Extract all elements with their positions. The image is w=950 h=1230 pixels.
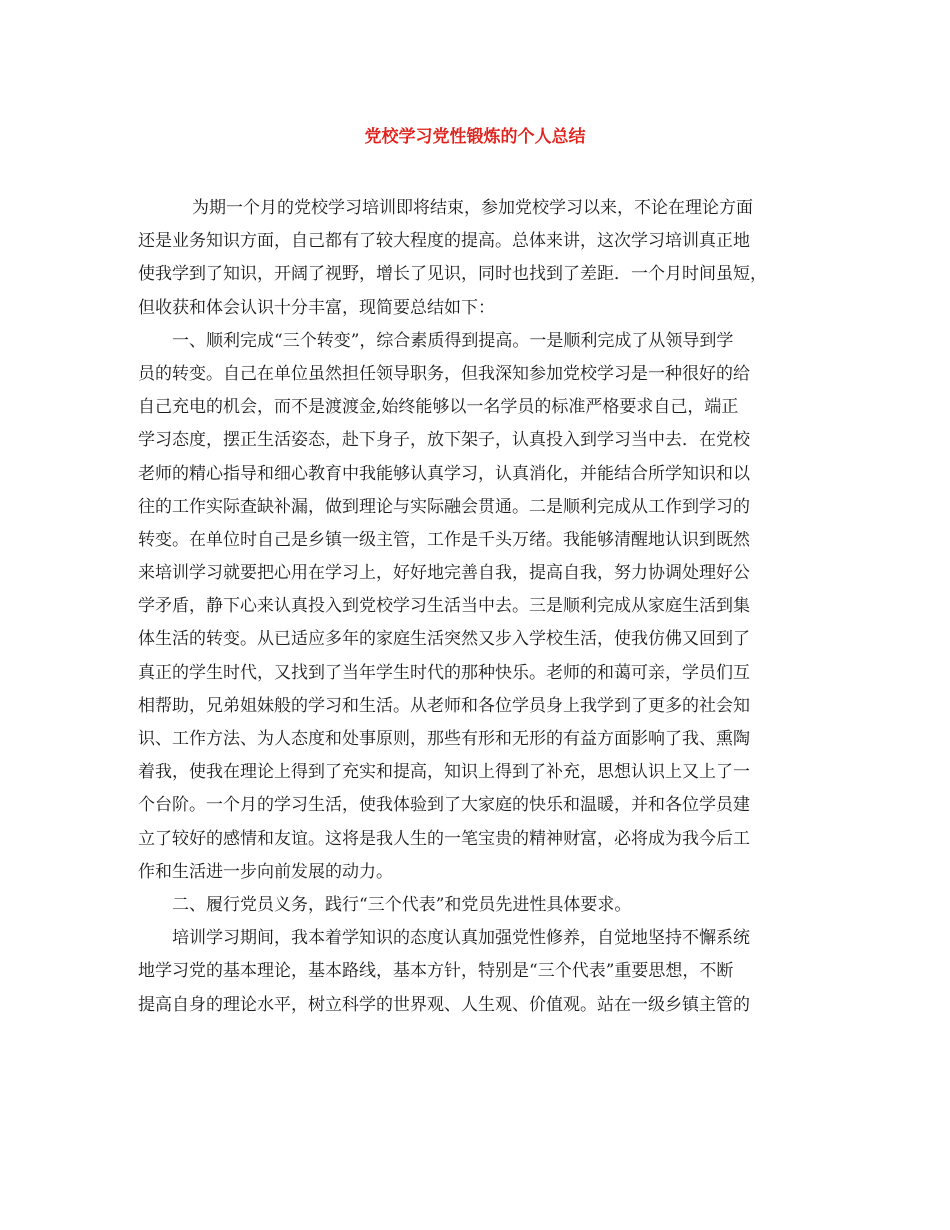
section-heading-line: 二、履行党员义务，践行“三个代表”和党员先进性具体要求。 xyxy=(172,894,632,915)
paragraph-line: 来培训学习就要把心用在学习上，好好地完善自我，提高自我，努力协调处理好公 xyxy=(138,563,750,584)
paragraph-line: 个台阶。一个月的学习生活，使我体验到了大家庭的快乐和温暖，并和各位学员建 xyxy=(138,795,750,816)
document-title: 党校学习党性锻炼的个人总结 xyxy=(364,127,586,147)
paragraph-line: 学习态度，摆正生活姿态，赴下身子，放下架子，认真投入到学习当中去．在党校 xyxy=(138,430,750,451)
paragraph-line: 相帮助，兄弟姐妹般的学习和生活。从老师和各位学员身上我学到了更多的社会知 xyxy=(138,695,750,716)
paragraph-line: 立了较好的感情和友谊。这将是我人生的一笔宝贵的精神财富，必将成为我今后工 xyxy=(138,828,750,849)
paragraph-line: 老师的精心指导和细心教育中我能够认真学习，认真消化，并能结合所学知识和以 xyxy=(138,463,750,484)
paragraph-line: 提高自身的理论水平，树立科学的世界观、人生观、价值观。站在一级乡镇主管的 xyxy=(138,994,750,1015)
paragraph-line: 识、工作方法、为人态度和处事原则，那些有形和无形的有益方面影响了我、熏陶 xyxy=(138,729,750,749)
paragraph-line: 真正的学生时代，又找到了当年学生时代的那种快乐。老师的和蔼可亲，学员们互 xyxy=(138,662,750,683)
paragraph-line: 但收获和体会认识十分丰富，现简要总结如下： xyxy=(138,297,495,318)
paragraph-line: 体生活的转变。从已适应多年的家庭生活突然又步入学校生活，使我仿佛又回到了 xyxy=(138,629,750,650)
paragraph-line: 学矛盾，静下心来认真投入到党校学习生活当中去。三是顺利完成从家庭生活到集 xyxy=(138,596,750,617)
paragraph-line: 还是业务知识方面，自己都有了较大程度的提高。总体来讲，这次学习培训真正地 xyxy=(138,231,750,252)
paragraph-line: 培训学习期间，我本着学知识的态度认真加强党性修养，自觉地坚持不懈系统 xyxy=(172,928,750,949)
paragraph-line: 转变。在单位时自己是乡镇一级主管，工作是千头万绪。我能够清醒地认识到既然 xyxy=(138,529,750,550)
paragraph-line: 自己充电的机会，而不是渡渡金,始终能够以一名学员的标准严格要求自己，端正 xyxy=(138,397,739,418)
paragraph-line: 员的转变。自己在单位虽然担任领导职务，但我深知参加党校学习是一种很好的给 xyxy=(138,363,750,384)
paragraph-line: 往的工作实际查缺补漏，做到理论与实际融会贯通。二是顺利完成从工作到学习的 xyxy=(138,496,750,517)
paragraph-line: 着我，使我在理论上得到了充实和提高，知识上得到了补充，思想认识上又上了一 xyxy=(138,762,750,783)
paragraph-line: 地学习党的基本理论，基本路线，基本方针，特别是“三个代表”重要思想，不断 xyxy=(138,961,734,982)
paragraph-line: 作和生活进一步向前发展的动力。 xyxy=(138,861,393,882)
paragraph-line: 使我学到了知识，开阔了视野，增长了见识，同时也找到了差距．一个月时间虽短， xyxy=(138,264,767,285)
paragraph-line: 一、顺利完成“三个转变”，综合素质得到提高。一是顺利完成了从领导到学 xyxy=(172,330,734,351)
paragraph-line: 为期一个月的党校学习培训即将结束，参加党校学习以来，不论在理论方面 xyxy=(192,198,753,218)
document-body xyxy=(138,192,822,1022)
